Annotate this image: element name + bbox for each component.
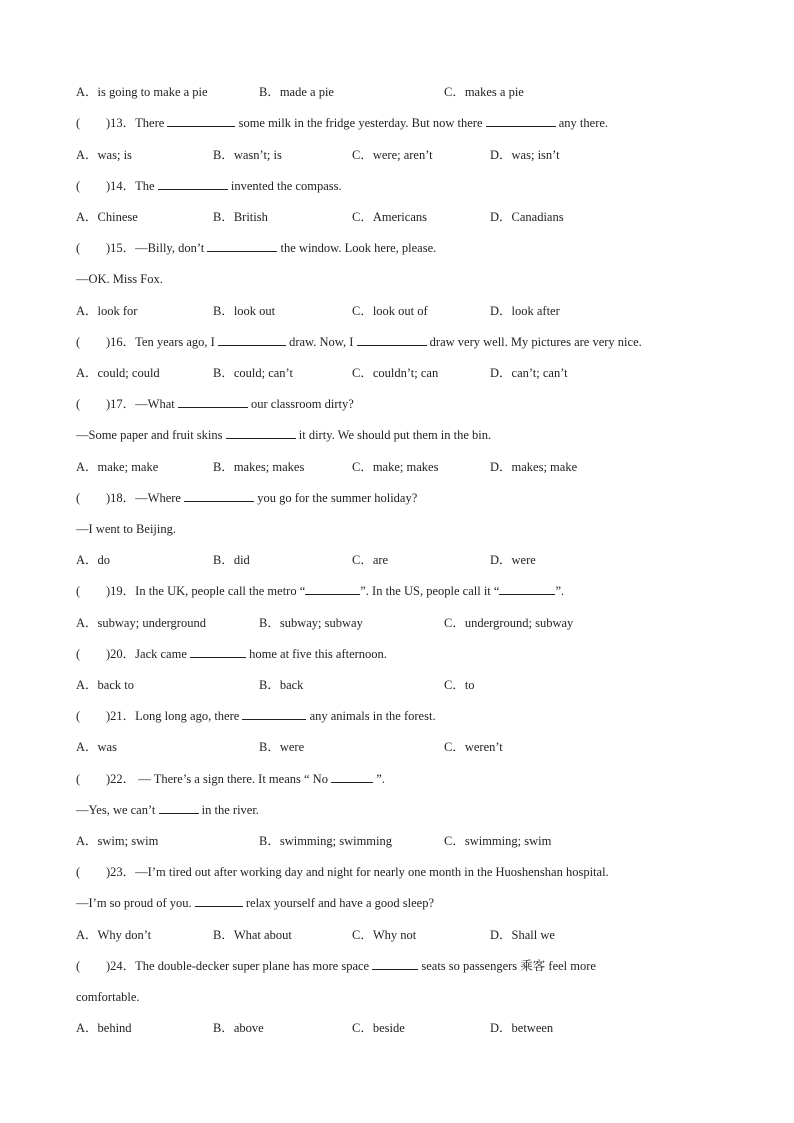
q20-answer-paren[interactable]: ( — [76, 647, 81, 661]
q17-option-c[interactable]: C．make; makes — [352, 460, 439, 474]
q14-blank-1[interactable] — [158, 179, 228, 190]
q23-option-a[interactable]: A．Why don’t — [76, 928, 152, 942]
q18-option-b[interactable]: B．did — [213, 553, 250, 567]
q17-reply: —Some paper and fruit skins it dirty. We should put them in the bin. — [76, 428, 492, 442]
q16-blank-1[interactable] — [218, 335, 286, 346]
q18-option-c[interactable]: C．are — [352, 553, 389, 567]
q13-answer-paren[interactable]: ( — [76, 116, 81, 130]
q17-option-a[interactable]: A．make; make — [76, 460, 159, 474]
q17-stem: ( )17．—What our classroom dirty? — [76, 397, 354, 411]
q18-reply: —I went to Beijing. — [76, 522, 176, 536]
q18-option-d[interactable]: D．were — [490, 553, 536, 567]
q22-option-a[interactable]: A．swim; swim — [76, 834, 159, 848]
q15-option-d[interactable]: D．look after — [490, 304, 560, 318]
q13-option-a[interactable]: A．was; is — [76, 148, 132, 162]
q15-stem: ( )15．—Billy, don’t the window. Look here, please. — [76, 241, 437, 255]
q16-option-a[interactable]: A．could; could — [76, 366, 160, 380]
q12-option-b[interactable]: B．made a pie — [259, 85, 334, 99]
q16-answer-paren[interactable]: ( — [76, 335, 81, 349]
q15-reply: —OK. Miss Fox. — [76, 272, 163, 286]
q19-option-b[interactable]: B．subway; subway — [259, 616, 363, 630]
q19-blank-1[interactable] — [305, 584, 360, 595]
q12-option-a[interactable]: A．is going to make a pie — [76, 85, 208, 99]
q24-option-d[interactable]: D．between — [490, 1021, 554, 1035]
q18-answer-paren[interactable]: ( — [76, 491, 81, 505]
q20-option-b[interactable]: B．back — [259, 678, 304, 692]
q16-option-c[interactable]: C．couldn’t; can — [352, 366, 439, 380]
q19-stem: ( )19．In the UK, people call the metro “ ”. In the US, people call it “ ”. — [76, 584, 565, 598]
q22-blank-2[interactable] — [159, 803, 199, 814]
q18-option-a[interactable]: A．do — [76, 553, 111, 567]
q16-blank-2[interactable] — [357, 335, 427, 346]
q24-stem: ( )24．The double-decker super plane has more space seats so passengers 乘客 feel more — [76, 959, 596, 973]
q14-option-b[interactable]: B．British — [213, 210, 268, 224]
q19-answer-paren[interactable]: ( — [76, 584, 81, 598]
q17-option-b[interactable]: B．makes; makes — [213, 460, 305, 474]
q19-option-a[interactable]: A．subway; underground — [76, 616, 206, 630]
q14-answer-paren[interactable]: ( — [76, 179, 81, 193]
q20-blank-1[interactable] — [190, 647, 246, 658]
q13-stem: ( )13．There some milk in the fridge yesterday. But now there any there. — [76, 116, 609, 130]
q17-answer-paren[interactable]: ( — [76, 397, 81, 411]
q17-blank-2[interactable] — [226, 428, 296, 439]
q15-option-c[interactable]: C．look out of — [352, 304, 428, 318]
q23-answer-paren[interactable]: ( — [76, 865, 81, 879]
q19-option-c[interactable]: C．underground; subway — [444, 616, 574, 630]
q14-stem: ( )14．The invented the compass. — [76, 179, 342, 193]
q24-option-c[interactable]: C．beside — [352, 1021, 405, 1035]
q15-option-a[interactable]: A．look for — [76, 304, 138, 318]
q24-stem-continued: comfortable. — [76, 990, 140, 1004]
q21-option-a[interactable]: A．was — [76, 740, 117, 754]
q23-stem: ( )23．—I’m tired out after working day and night for nearly one month in the Huoshenshan hospital. — [76, 865, 609, 879]
q17-option-d[interactable]: D．makes; make — [490, 460, 578, 474]
q15-answer-paren[interactable]: ( — [76, 241, 81, 255]
q23-blank-1[interactable] — [195, 896, 243, 907]
q13-blank-2[interactable] — [486, 116, 556, 127]
q22-reply: —Yes, we can’t in the river. — [76, 803, 259, 817]
q16-option-b[interactable]: B．could; can’t — [213, 366, 293, 380]
q24-option-a[interactable]: A．behind — [76, 1021, 132, 1035]
q20-option-c[interactable]: C．to — [444, 678, 475, 692]
q24-option-b[interactable]: B．above — [213, 1021, 264, 1035]
q23-reply: —I’m so proud of you. relax yourself and have a good sleep? — [76, 896, 434, 910]
q23-option-d[interactable]: D．Shall we — [490, 928, 555, 942]
q22-option-c[interactable]: C．swimming; swim — [444, 834, 552, 848]
q12-option-c[interactable]: C．makes a pie — [444, 85, 524, 99]
q13-option-b[interactable]: B．wasn’t; is — [213, 148, 282, 162]
q23-option-b[interactable]: B．What about — [213, 928, 292, 942]
q21-option-c[interactable]: C．weren’t — [444, 740, 503, 754]
q22-option-b[interactable]: B．swimming; swimming — [259, 834, 393, 848]
q14-option-c[interactable]: C．Americans — [352, 210, 427, 224]
q16-stem: ( )16．Ten years ago, I draw. Now, I draw very well. My pictures are very nice. — [76, 335, 642, 349]
q16-option-d[interactable]: D．can’t; can’t — [490, 366, 568, 380]
q18-blank-1[interactable] — [184, 491, 254, 502]
q21-stem: ( )21．Long long ago, there any animals in the forest. — [76, 709, 436, 723]
q13-blank-1[interactable] — [167, 116, 235, 127]
q15-blank-1[interactable] — [207, 241, 277, 252]
q20-stem: ( )20．Jack came home at five this afternoon. — [76, 647, 387, 661]
q22-blank-1[interactable] — [331, 772, 373, 783]
q21-answer-paren[interactable]: ( — [76, 709, 81, 723]
q21-option-b[interactable]: B．were — [259, 740, 305, 754]
q23-option-c[interactable]: C．Why not — [352, 928, 417, 942]
q24-answer-paren[interactable]: ( — [76, 959, 81, 973]
q21-blank-1[interactable] — [242, 709, 306, 720]
q22-stem: ( )22． — There’s a sign there. It means “ No ”. — [76, 772, 385, 786]
q22-answer-paren[interactable]: ( — [76, 772, 81, 786]
q14-option-a[interactable]: A．Chinese — [76, 210, 138, 224]
q13-option-c[interactable]: C．were; aren’t — [352, 148, 433, 162]
q17-blank-1[interactable] — [178, 397, 248, 408]
q15-option-b[interactable]: B．look out — [213, 304, 276, 318]
q20-option-a[interactable]: A．back to — [76, 678, 134, 692]
q13-option-d[interactable]: D．was; isn’t — [490, 148, 560, 162]
q24-blank-1[interactable] — [372, 959, 418, 970]
q14-option-d[interactable]: D．Canadians — [490, 210, 564, 224]
q19-blank-2[interactable] — [499, 584, 555, 595]
q18-stem: ( )18．—Where you go for the summer holiday? — [76, 491, 418, 505]
